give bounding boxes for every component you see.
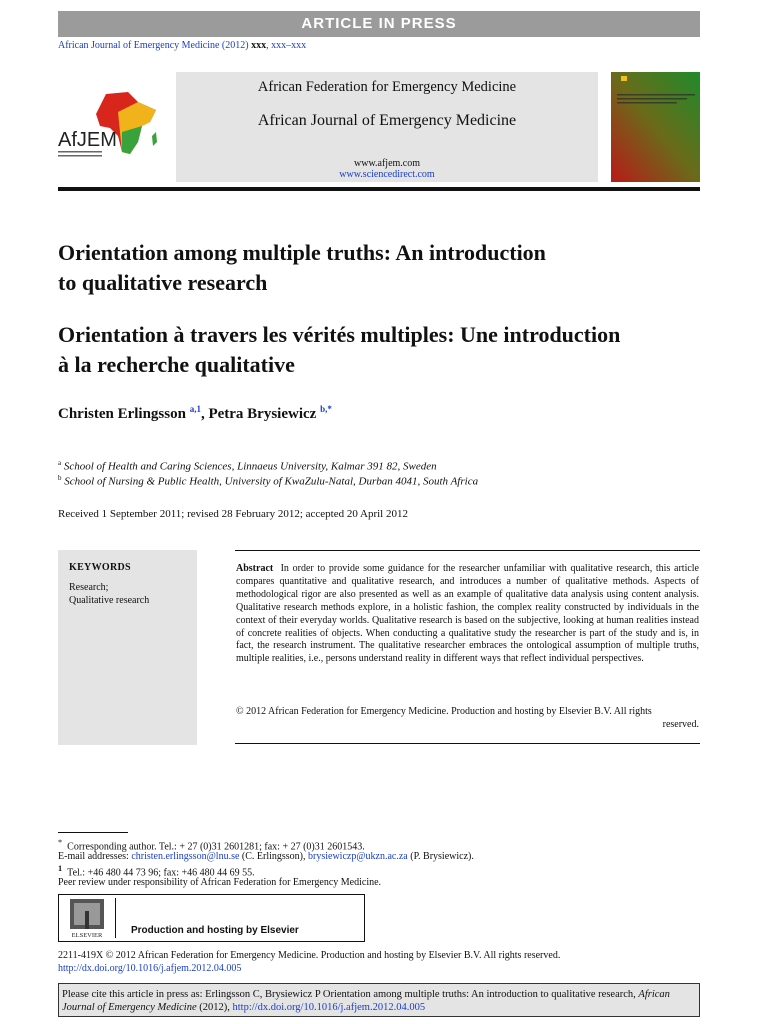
citation-doi-link[interactable]: http://dx.doi.org/10.1016/j.afjem.2012.04.005 <box>232 1002 426 1013</box>
affiliation-marker: a <box>58 459 62 467</box>
journal-name: African Journal of Emergency Medicine <box>257 112 517 129</box>
masthead-rule <box>58 187 700 191</box>
title-en-line1: Orientation among multiple truths: An introduction <box>58 240 546 265</box>
abstract-text: In order to provide some guidance for the researcher unfamiliar with qualitative research, this article compares quantitative and qualitative research, and introduces a number of qualitative methods. Aspects of methodological rigor are also presented as well as an example of qualitative data analysis using content analysis. Qualitative research methods explore, in a holistic fashion, the complex reality constructed by individuals in the context of their everyday worlds. Qualitative research is based on the subjective, looking at human realities instead of concrete realities of objects. When conducting a qualitative study the researcher is part of the study and is, in fact, the research instrument. The qualitative researcher embraces the ontological assumption of multiple truths, multiple realities, i.e., persons understand reality in different ways that reflect individual perspectives. <box>236 563 699 665</box>
email-owner: (P. Brysiewicz). <box>407 851 474 862</box>
abstract-body <box>236 563 699 666</box>
elsevier-wordmark: ELSEVIER <box>71 932 103 939</box>
affiliation-b <box>58 474 478 488</box>
footnote-text: Corresponding author. Tel.: + 27 (0)31 2601281; fax: + 27 (0)31 2601543. <box>67 841 365 853</box>
author-affiliation-link[interactable]: a,1 <box>189 404 201 414</box>
copyright-line2: reserved. <box>662 718 699 730</box>
author-name: Christen Erlingsson <box>58 406 186 422</box>
author-list <box>58 404 332 423</box>
abstract-bottom-rule <box>235 743 700 744</box>
citation-box <box>58 983 700 1017</box>
elsevier-hosting-text: Production and hosting by Elsevier <box>131 925 299 936</box>
article-in-press-banner: ARTICLE IN PRESS <box>58 11 700 37</box>
received-dates: Received 1 September 2011; revised 28 February 2012; accepted 20 April 2012 <box>58 508 408 520</box>
keywords-heading: KEYWORDS <box>69 562 131 573</box>
journal-cover-thumbnail <box>611 72 700 182</box>
journal-ref-pages: , xxx–xxx <box>266 40 307 51</box>
footnote-text: Tel.: +46 480 44 73 96; fax: +46 480 44 69 55. <box>67 867 255 879</box>
affiliation-text: School of Nursing & Public Health, University of KwaZulu-Natal, Durban 4041, South Africa <box>64 475 479 488</box>
abstract-label: Abstract <box>236 563 274 574</box>
abstract-copyright <box>236 706 699 732</box>
email-owner: (C. Erlingsson), <box>239 851 309 862</box>
keyword: Qualitative research <box>69 595 150 606</box>
footnote-rule <box>58 832 128 833</box>
footnote-marker: 1 <box>58 864 63 873</box>
sciencedirect-url[interactable]: www.sciencedirect.com <box>339 169 435 180</box>
peer-review-note: Peer review under responsibility of African Federation for Emergency Medicine. <box>58 877 382 888</box>
email-label: E-mail addresses: <box>58 851 132 862</box>
citation-text: Please cite this article in press as: Erlingsson C, Brysiewicz P Orientation among multiple truths: An introduction to qualitative research, <box>62 989 639 1000</box>
author-affiliation-link[interactable]: b,* <box>320 404 332 414</box>
elsevier-tree-logo <box>64 897 110 939</box>
journal-reference[interactable] <box>58 40 306 51</box>
doi-link[interactable]: http://dx.doi.org/10.1016/j.afjem.2012.04.005 <box>58 963 242 974</box>
keywords-panel <box>58 550 197 745</box>
journal-ref-link[interactable]: African Journal of Emergency Medicine (2012) <box>58 40 249 51</box>
email-note <box>58 851 474 862</box>
logo-wordmark: AfJEM <box>58 129 117 151</box>
citation-journal: African Journal of Emergency Medicine <box>62 989 670 1013</box>
email-link[interactable]: christen.erlingsson@lnu.se <box>131 851 240 862</box>
citation-year: (2012), <box>196 1002 233 1013</box>
abstract-top-rule <box>235 550 700 551</box>
title-fr-line2: à la recherche qualitative <box>58 352 295 377</box>
article-title-french <box>58 320 718 380</box>
elsevier-divider <box>115 898 116 938</box>
journal-ref-volume: xxx <box>251 40 267 51</box>
issn-copyright: 2211-419X © 2012 African Federation for Emergency Medicine. Production and hosting by Elsevier B.V. All rights reserved. <box>58 950 561 961</box>
author-separator: , <box>200 406 209 422</box>
keyword: Research; <box>69 582 109 593</box>
copyright-line1: © 2012 African Federation for Emergency Medicine. Production and hosting by Elsevier B.V. All rights <box>236 706 652 717</box>
journal-url[interactable]: www.afjem.com <box>354 158 420 169</box>
title-fr-line1: Orientation à travers les vérités multiples: Une introduction <box>58 322 621 347</box>
federation-name: African Federation for Emergency Medicine <box>257 79 517 95</box>
author-name: Petra Brysiewicz <box>208 406 317 422</box>
email-link[interactable]: brysiewiczp@ukzn.ac.za <box>308 851 408 862</box>
affiliation-text: School of Health and Caring Sciences, Linnaeus University, Kalmar 391 82, Sweden <box>63 460 437 473</box>
affiliation-a <box>58 459 437 473</box>
footnote-marker: * <box>58 838 63 847</box>
affiliation-marker: b <box>58 474 62 482</box>
article-title-english <box>58 238 718 298</box>
title-en-line2: to qualitative research <box>58 270 268 295</box>
afjem-logo <box>58 92 170 170</box>
